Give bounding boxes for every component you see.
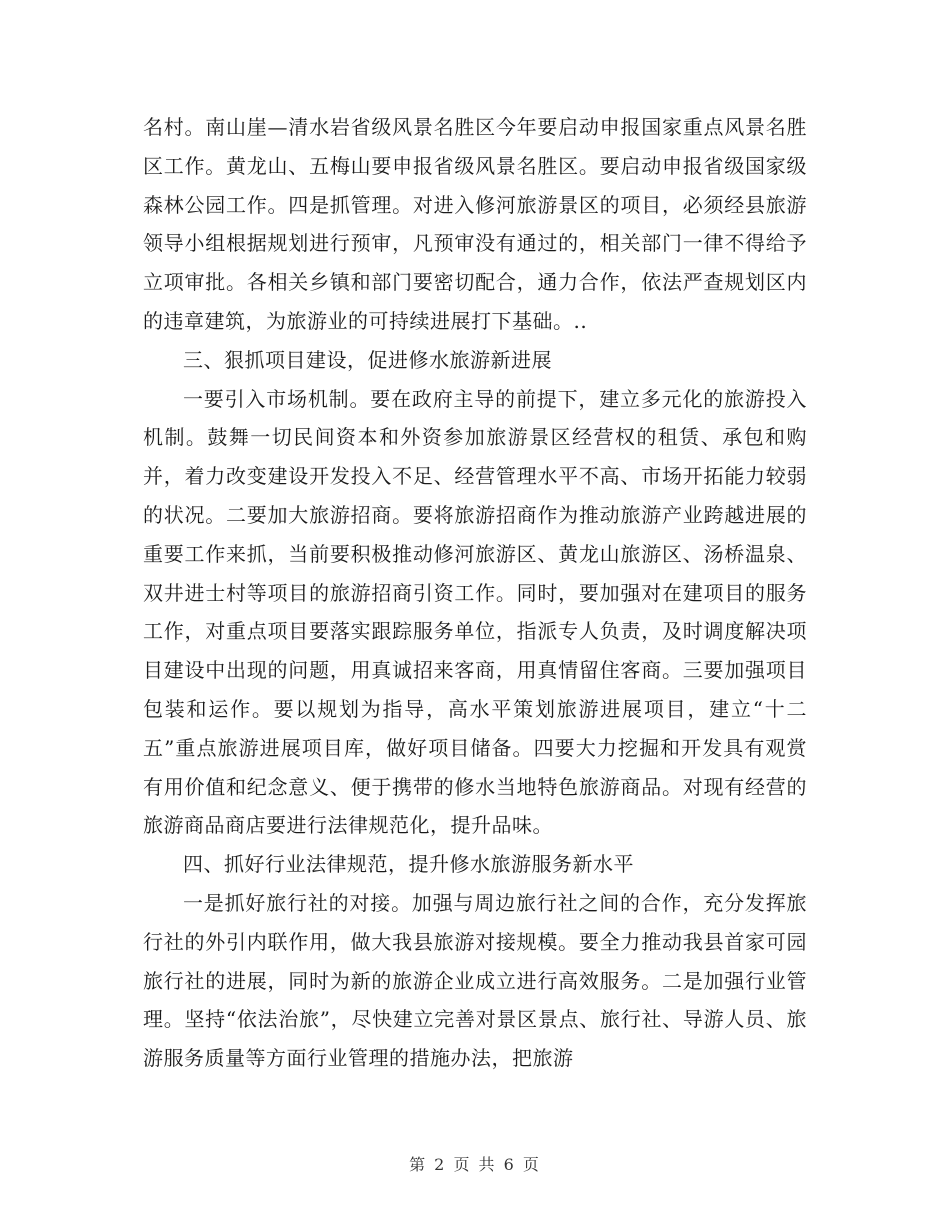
paragraph-project-construction: 一要引入市场机制。要在政府主导的前提下，建立多元化的旅游投入机制。鼓舞一切民间资本和外资参加旅游景区经营权的租赁、承包和购并，着力改变建设开发投入不足、经营管理水平不高、市场开拓能力较弱的状况。二要加大旅游招商。要将旅游招商作为推动旅游产业跨越进展的重要工作来抓，当前要积极推动修河旅游区、黄龙山旅游区、汤桥温泉、双井进士村等项目的旅游招商引资工作。同时，要加强对在建项目的服务工作，对重点项目要落实跟踪服务单位，指派专人负责，及时调度解决项目建设中出现的问题，用真诚招来客商，用真情留住客商。三要加强项目包装和运作。要以规划为指导，高水平策划旅游进展项目，建立“十二五”重点旅游进展项目库，做好项目储备。四要大力挖掘和开发具有观赏有用价值和纪念意义、便于携带的修水当地特色旅游商品。对现有经营的旅游商品商店要进行法律规范化，提升品味。 <box>143 386 807 838</box>
section-heading-four: 四、抓好行业法律规范，提升修水旅游服务新水平 <box>183 852 634 877</box>
paragraph-travel-agency: 一是抓好旅行社的对接。加强与周边旅行社之间的合作，充分发挥旅行社的外引内联作用，做大我县旅游对接规模。要全力推动我县首家可园旅行社的进展，同时为新的旅游企业成立进行高效服务。二是加强行业管理。坚持“依法治旅”，尽快建立完善对景区景点、旅行社、导游人员、旅游服务质量等方面行业管理的措施办法，把旅游 <box>143 890 807 1071</box>
paragraph-continuation: 名村。南山崖—清水岩省级风景名胜区今年要启动申报国家重点风景名胜区工作。黄龙山、五梅山要申报省级风景名胜区。要启动申报省级国家级森林公园工作。四是抓管理。对进入修河旅游景区的项目，必须经县旅游领导小组根据规划进行预审，凡预审没有通过的，相关部门一律不得给予立项审批。各相关乡镇和部门要密切配合，通力合作，依法严查规划区内的违章建筑，为旅游业的可持续进展打下基础。.. <box>143 115 807 333</box>
section-heading-three: 三、狠抓项目建设，促进修水旅游新进展 <box>183 347 552 372</box>
document-body <box>143 108 807 1078</box>
page-number-footer: 第 2 页 共 6 页 <box>409 1155 541 1174</box>
